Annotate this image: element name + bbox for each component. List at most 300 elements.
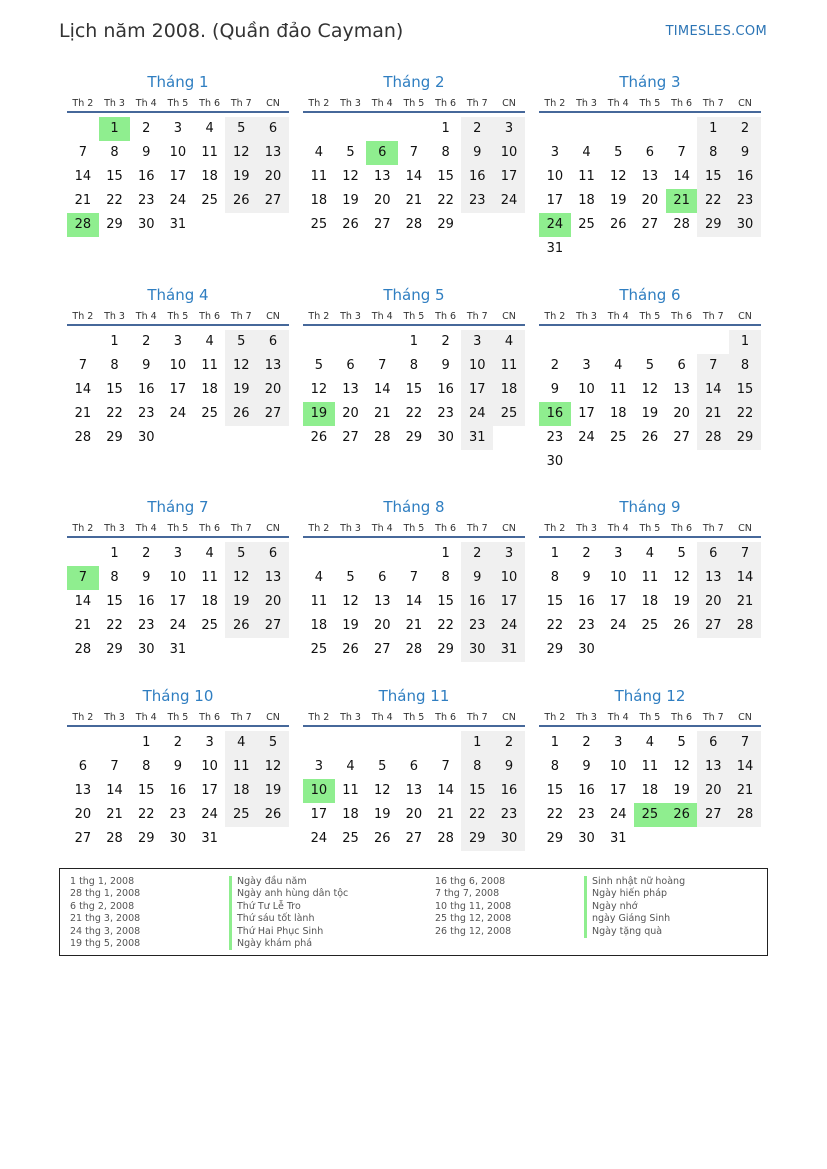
holiday-date: 19 thg 5, 2008 [70,937,141,949]
weekday-label: Th 2 [544,311,566,322]
day-cell: 27 [641,217,659,232]
day-cell: 12 [609,169,627,184]
day-cell: 7 [409,570,419,585]
day-cell: 8 [409,358,419,373]
day-cell: 29 [546,642,564,657]
day-cell: 26 [257,803,289,827]
holiday-date: 16 thg 6, 2008 [435,876,506,887]
empty-day-cell [366,117,398,141]
empty-day-cell [602,117,634,141]
month-title: Tháng 11 [378,687,450,705]
day-cell: 15 [546,594,564,609]
empty-day-cell [602,237,634,261]
day-cell: 23 [461,189,493,213]
weekday-label: Th 7 [466,98,488,109]
day-cell: 5 [346,145,355,160]
day-cell: 21 [697,402,729,426]
day-cell: 1 [461,731,493,755]
day-cell: 9 [729,141,761,165]
day-cell: 8 [441,570,450,585]
day-cell: 28 [405,642,423,657]
day-cell: 12 [225,141,257,165]
site-logo-link[interactable]: TIMESLES.COM [665,24,767,39]
day-cell: 14 [729,566,761,590]
weekday-label: CN [502,98,516,109]
weekday-label: Th 7 [230,98,252,109]
empty-day-cell [257,213,289,237]
day-cell: 18 [310,193,328,208]
day-cell: 22 [697,189,729,213]
weekday-label: Th 7 [466,523,488,534]
empty-day-cell [366,330,398,354]
day-cell: 18 [201,169,218,184]
day-cell: 2 [142,546,151,561]
day-cell: 21 [729,590,761,614]
month-title: Tháng 5 [383,286,445,304]
empty-day-cell [634,237,666,261]
empty-day-cell [634,117,666,141]
empty-day-cell [697,450,729,474]
day-cell: 20 [257,165,289,189]
weekday-label: Th 6 [671,523,693,534]
day-cell: 12 [641,382,659,397]
day-cell: 31 [201,831,218,846]
day-cell: 1 [729,330,761,354]
day-cell: 16 [578,594,595,609]
day-cell: 16 [578,783,595,798]
day-cell: 29 [405,430,423,445]
holiday-date: 21 thg 3, 2008 [70,913,141,925]
day-cell: 28 [106,831,123,846]
empty-day-cell [335,330,367,354]
day-cell: 17 [578,406,595,421]
day-cell: 14 [729,755,761,779]
day-cell: 13 [257,354,289,378]
empty-day-cell [571,237,603,261]
day-cell: 10 [493,141,525,165]
day-grid [539,731,761,851]
weekday-label: Th 4 [135,98,157,109]
day-cell: 10 [169,145,187,160]
day-cell: 15 [546,783,564,798]
day-cell: 19 [609,193,627,208]
holiday-name: Thứ sáu tốt lành [229,913,348,925]
day-cell: 6 [645,145,655,160]
day-cell: 6 [346,358,355,373]
month-title: Tháng 8 [383,498,445,516]
day-cell: 2 [461,117,493,141]
day-cell: 21 [74,618,92,633]
empty-day-cell [398,117,430,141]
day-cell: 7 [729,542,761,566]
empty-day-cell [539,117,571,141]
weekday-header [539,710,761,727]
weekday-label: CN [266,523,280,534]
empty-day-cell [493,426,525,450]
empty-day-cell [697,638,729,662]
holiday-date: 24 thg 3, 2008 [70,925,141,937]
day-cell: 29 [106,642,123,657]
day-cell: 1 [550,735,559,750]
day-cell: 15 [697,165,729,189]
empty-day-cell [303,330,335,354]
empty-day-cell [461,213,493,237]
day-cell: 14 [405,169,423,184]
day-cell: 22 [729,402,761,426]
day-cell: 19 [673,783,690,798]
day-cell: 29 [137,831,155,846]
day-cell: 30 [578,642,595,657]
empty-day-cell [571,330,603,354]
day-cell: 28 [673,217,690,232]
empty-day-cell [666,237,698,261]
weekday-label: Th 2 [308,311,330,322]
day-cell: 24 [493,189,525,213]
day-cell: 23 [437,406,454,421]
day-cell: 18 [641,594,659,609]
day-cell: 12 [673,759,690,774]
day-cell: 20 [697,590,729,614]
day-cell: 8 [110,358,119,373]
day-cell: 1 [441,121,450,136]
day-cell: 3 [550,145,559,160]
weekday-label: Th 5 [639,98,661,109]
day-cell: 15 [729,378,761,402]
day-cell: 4 [614,358,623,373]
empty-day-cell [257,426,289,450]
day-cell: 28 [74,430,92,445]
day-cell: 28 [729,803,761,827]
day-grid [303,731,525,851]
day-cell: 4 [314,570,323,585]
day-cell: 25 [310,217,328,232]
day-cell: 12 [342,169,359,184]
weekday-label: Th 5 [639,523,661,534]
day-cell: 3 [205,735,214,750]
day-grid [303,542,525,662]
day-cell: 27 [257,189,289,213]
weekday-label: Th 5 [403,712,425,723]
day-cell: 17 [609,783,627,798]
empty-day-cell [729,827,761,851]
empty-day-cell [539,330,571,354]
day-cell: 30 [137,642,155,657]
day-cell: 1 [441,546,450,561]
day-cell: 5 [378,759,387,774]
day-cell: 4 [205,334,214,349]
empty-day-cell [666,450,698,474]
weekday-label: Th 2 [308,98,330,109]
empty-day-cell [225,426,257,450]
day-cell: 4 [346,759,355,774]
day-cell: 2 [441,334,450,349]
day-cell: 7 [697,354,729,378]
day-cell: 24 [310,831,328,846]
month-calendar [303,497,525,662]
day-cell: 8 [441,145,450,160]
day-cell: 8 [110,145,119,160]
day-cell: 13 [373,169,391,184]
day-cell: 15 [405,382,423,397]
day-cell: 21 [74,406,92,421]
day-cell: 17 [493,165,525,189]
weekday-label: Th 3 [340,523,361,534]
day-cell: 20 [697,779,729,803]
day-cell: 4 [645,735,655,750]
month-calendar [303,285,525,450]
day-cell: 14 [74,382,92,397]
day-cell: 25 [342,831,359,846]
month-title: Tháng 12 [614,687,686,705]
day-cell: 20 [641,193,659,208]
day-cell: 20 [405,807,423,822]
empty-day-cell [729,237,761,261]
day-cell: 28 [437,831,454,846]
month-title: Tháng 3 [619,73,681,91]
day-cell: 2 [142,121,151,136]
day-cell: 11 [578,169,595,184]
weekday-header [67,710,289,727]
weekday-header [303,710,525,727]
day-cell: 20 [257,378,289,402]
day-cell: 22 [461,803,493,827]
day-cell: 23 [137,618,155,633]
day-cell: 18 [310,618,328,633]
month-title: Tháng 1 [147,73,209,91]
month-calendar [67,686,289,851]
day-cell: 11 [225,755,257,779]
holiday-date: 28 thg 1, 2008 [70,888,141,900]
day-cell: 4 [645,546,655,561]
day-cell: 22 [106,618,123,633]
day-cell: 6 [697,731,729,755]
day-grid [67,731,289,851]
day-cell: 1 [110,546,119,561]
weekday-label: Th 4 [607,311,629,322]
empty-day-cell [303,117,335,141]
day-cell: 27 [373,642,391,657]
day-cell: 17 [310,807,328,822]
day-cell: 13 [342,382,359,397]
day-cell: 2 [729,117,761,141]
day-cell: 4 [225,731,257,755]
day-cell: 11 [641,759,659,774]
empty-day-cell [257,638,289,662]
day-cell: 20 [74,807,92,822]
day-cell: 3 [173,546,183,561]
day-cell: 24 [169,618,187,633]
day-cell: 22 [437,618,454,633]
day-cell: 5 [677,735,686,750]
day-cell: 25 [225,803,257,827]
day-cell: 21 [405,618,423,633]
weekday-header [303,521,525,538]
empty-day-cell [335,117,367,141]
holiday-name: Ngày hiến pháp [584,888,685,900]
day-cell: 9 [582,759,591,774]
weekday-label: Th 5 [167,98,189,109]
day-cell: 26 [673,618,690,633]
day-cell: 26 [609,217,627,232]
day-cell: 18 [641,783,659,798]
day-cell: 4 [314,145,323,160]
day-cell: 13 [405,783,423,798]
holiday-date: 10 thg 11, 2008 [435,900,512,912]
day-cell: 29 [106,217,123,232]
day-cell: 19 [225,165,257,189]
weekday-header [539,96,761,113]
day-cell: 11 [609,382,627,397]
day-cell: 28 [729,614,761,638]
weekday-label: Th 3 [340,311,361,322]
day-cell: 25 [201,618,218,633]
weekday-label: Th 3 [576,311,597,322]
weekday-label: Th 4 [371,311,393,322]
day-cell: 21 [729,779,761,803]
day-cell: 12 [673,570,690,585]
day-cell: 26 [225,189,257,213]
day-grid [303,330,525,450]
legend-dates-col-1 [70,876,140,950]
day-cell: 10 [546,169,564,184]
weekday-label: CN [738,311,752,322]
day-cell: 12 [373,783,391,798]
day-cell: 27 [74,831,92,846]
weekday-header [303,309,525,326]
day-cell: 25 [578,217,595,232]
day-cell: 12 [225,354,257,378]
weekday-header [67,521,289,538]
day-cell: 30 [461,638,493,662]
day-cell: 9 [142,358,151,373]
weekday-label: Th 2 [72,98,94,109]
month-calendar [67,72,289,237]
day-cell: 24 [169,193,187,208]
day-cell: 20 [373,193,391,208]
weekday-label: Th 7 [466,712,488,723]
empty-day-cell [729,638,761,662]
day-cell: 11 [342,783,359,798]
empty-day-cell [225,213,257,237]
weekday-label: Th 2 [72,712,94,723]
holiday-name: Ngày đầu năm [229,876,348,888]
holiday-day-cell: 10 [303,779,335,803]
day-cell: 29 [729,426,761,450]
weekday-label: Th 7 [702,712,724,723]
day-cell: 17 [169,382,187,397]
day-cell: 27 [697,614,729,638]
day-cell: 14 [405,594,423,609]
day-cell: 27 [342,430,359,445]
day-cell: 14 [437,783,454,798]
day-cell: 6 [78,759,87,774]
weekday-label: Th 4 [371,523,393,534]
empty-day-cell [493,213,525,237]
day-cell: 25 [201,406,218,421]
empty-day-cell [335,542,367,566]
day-cell: 23 [578,618,595,633]
empty-day-cell [634,638,666,662]
holiday-name: Thứ Tư Lễ Tro [229,901,348,913]
day-cell: 30 [437,430,454,445]
weekday-label: Th 2 [308,523,330,534]
empty-day-cell [194,213,226,237]
day-cell: 18 [609,406,627,421]
day-cell: 29 [106,430,123,445]
month-title: Tháng 10 [142,687,214,705]
month-title: Tháng 2 [383,73,445,91]
day-cell: 14 [74,169,92,184]
day-cell: 6 [677,358,686,373]
day-grid [539,542,761,662]
day-cell: 9 [461,141,493,165]
day-cell: 15 [106,169,123,184]
day-cell: 13 [641,169,659,184]
day-grid [67,542,289,662]
day-cell: 25 [609,430,627,445]
month-calendar [539,285,761,474]
day-cell: 5 [225,542,257,566]
month-title: Tháng 7 [147,498,209,516]
day-cell: 23 [137,193,155,208]
day-cell: 1 [409,334,419,349]
day-cell: 31 [493,638,525,662]
day-cell: 27 [373,217,391,232]
day-cell: 21 [74,193,92,208]
weekday-label: Th 5 [403,98,425,109]
day-cell: 26 [342,217,359,232]
day-cell: 11 [201,145,218,160]
empty-day-cell [729,450,761,474]
day-cell: 14 [697,378,729,402]
month-calendar [303,72,525,237]
holiday-name: Sinh nhật nữ hoàng [584,876,685,888]
month-calendar [67,497,289,662]
day-cell: 3 [461,330,493,354]
day-cell: 1 [697,117,729,141]
holiday-day-cell: 16 [539,402,571,426]
holiday-name: Ngày nhớ [584,901,685,913]
day-cell: 15 [137,783,155,798]
day-cell: 30 [546,454,564,469]
day-cell: 2 [142,334,151,349]
day-cell: 19 [257,779,289,803]
day-cell: 9 [441,358,450,373]
empty-day-cell [666,330,698,354]
holiday-legend [59,868,768,956]
day-cell: 26 [225,402,257,426]
weekday-label: Th 2 [544,98,566,109]
empty-day-cell [366,731,398,755]
day-cell: 22 [106,406,123,421]
weekday-label: Th 5 [403,523,425,534]
legend-names-col-1 [229,876,348,950]
empty-day-cell [303,731,335,755]
empty-day-cell [666,827,698,851]
holiday-name: ngày Giáng Sinh [584,913,685,925]
empty-day-cell [634,330,666,354]
day-cell: 18 [225,779,257,803]
empty-day-cell [398,731,430,755]
weekday-label: Th 2 [544,523,566,534]
empty-day-cell [602,450,634,474]
day-cell: 26 [225,614,257,638]
holiday-day-cell: 25 [634,803,666,827]
day-cell: 23 [169,807,187,822]
weekday-label: Th 6 [199,712,221,723]
month-title: Tháng 4 [147,286,209,304]
day-cell: 4 [493,330,525,354]
